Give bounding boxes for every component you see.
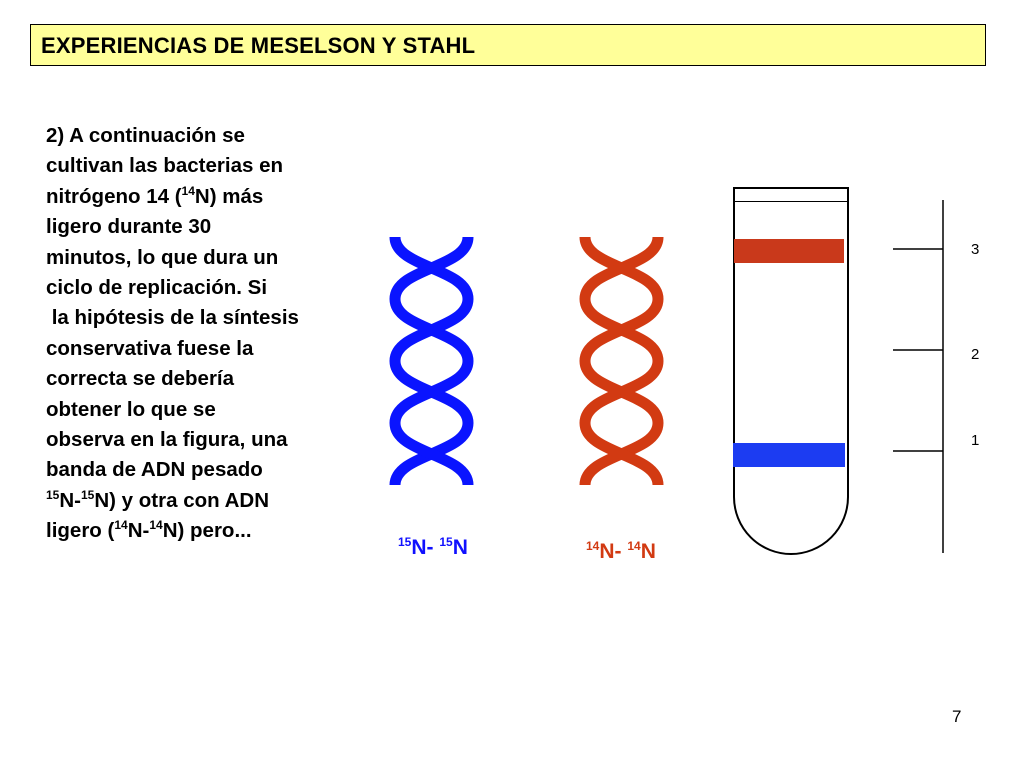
page-number: 7 bbox=[952, 707, 962, 726]
centrifuge-tube bbox=[733, 188, 848, 554]
helix-strand bbox=[395, 237, 468, 485]
helix-strand bbox=[585, 237, 658, 485]
text-line: cultivan las bacterias en bbox=[46, 154, 284, 178]
text-line: obtener lo que se bbox=[46, 397, 216, 421]
scale-label-3: 3 bbox=[971, 241, 980, 258]
tube-cap bbox=[734, 188, 848, 202]
text-line: ligero durante 30 bbox=[46, 215, 212, 239]
light-dna-helix bbox=[585, 237, 658, 485]
text-line: banda de ADN pesado bbox=[46, 458, 263, 482]
heavy-dna-helix bbox=[395, 237, 468, 485]
page-title: EXPERIENCIAS DE MESELSON Y STAHL bbox=[41, 33, 476, 58]
text-line: $^{15}$N-$^{15}$N) y otra con ADN bbox=[46, 488, 269, 512]
light-dna-band bbox=[734, 239, 844, 263]
helix-strand bbox=[585, 237, 658, 485]
text-line: conservativa fuese la bbox=[46, 336, 254, 360]
text-line: correcta se debería bbox=[46, 367, 235, 391]
text-line: ciclo de replicación. Si bbox=[46, 276, 268, 300]
scale-label-1: 1 bbox=[971, 432, 980, 449]
heavy-dna-band bbox=[733, 443, 845, 467]
scale-label-2: 2 bbox=[971, 346, 980, 363]
heavy-dna-label: $^{15}$N- $^{15}$N bbox=[398, 535, 468, 559]
text-line: minutos, lo que dura un bbox=[46, 245, 279, 269]
text-line: ligero ($^{14}$N-$^{14}$N) pero... bbox=[46, 518, 252, 543]
density-scale bbox=[893, 200, 943, 553]
helix-strand bbox=[395, 237, 468, 485]
light-dna-label: $^{14}$N- $^{14}$N bbox=[586, 539, 656, 563]
text-line: nitrógeno 14 ($^{14}$N) más bbox=[46, 183, 264, 208]
text-line: 2) A continuación se bbox=[46, 124, 245, 147]
text-line: observa en la figura, una bbox=[46, 428, 288, 452]
emphasis-conservativa: conservativa bbox=[46, 336, 172, 360]
text-line: la hipótesis de la síntesis bbox=[46, 306, 299, 330]
